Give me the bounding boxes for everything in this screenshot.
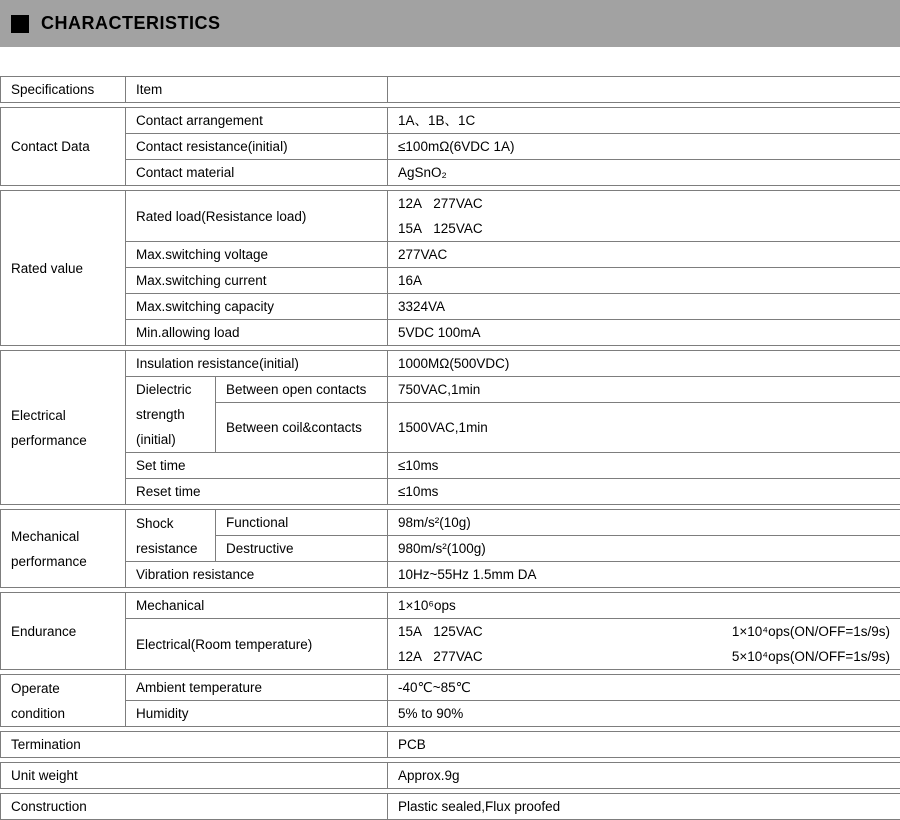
value-endurance-mechanical: 1×10⁶ops <box>388 593 900 619</box>
value-shock-functional: 98m/s²(10g) <box>388 510 900 536</box>
table-header-row <box>1 77 900 103</box>
value-contact-arrangement: 1A、1B、1C <box>388 108 900 134</box>
item-insulation-resistance: Insulation resistance(initial) <box>126 351 388 377</box>
table-row <box>1 619 900 670</box>
spec-label-electrical-performance: Electrical performance <box>1 351 126 505</box>
value-shock-destructive: 980m/s²(100g) <box>388 536 900 562</box>
table-row <box>1 160 900 186</box>
item-max-switching-voltage: Max.switching voltage <box>126 242 388 268</box>
spec-label-rated-value: Rated value <box>1 191 126 346</box>
value-between-open-contacts: 750VAC,1min <box>388 377 900 403</box>
item-shock-functional: Functional <box>216 510 388 536</box>
item-contact-material: Contact material <box>126 160 388 186</box>
value-insulation-resistance: 1000MΩ(500VDC) <box>388 351 900 377</box>
spec-label-construction: Construction <box>1 794 388 820</box>
characteristics-table <box>0 76 900 820</box>
value-ambient-temperature: -40℃~85℃ <box>388 675 900 701</box>
table-row <box>1 351 900 377</box>
table-row <box>1 794 900 820</box>
column-header-value <box>388 77 900 103</box>
value-vibration-resistance: 10Hz~55Hz 1.5mm DA <box>388 562 900 588</box>
table-row <box>1 134 900 160</box>
item-ambient-temperature: Ambient temperature <box>126 675 388 701</box>
endurance-load-1: 15A 125VAC <box>398 619 483 644</box>
value-max-switching-current: 16A <box>388 268 900 294</box>
item-dielectric-strength: Dielectric strength (initial) <box>126 377 216 453</box>
table-row <box>1 268 900 294</box>
item-min-allowing-load: Min.allowing load <box>126 320 388 346</box>
spec-label-termination: Termination <box>1 732 388 758</box>
table-row <box>1 191 900 242</box>
item-between-open-contacts: Between open contacts <box>216 377 388 403</box>
page-title: CHARACTERISTICS <box>41 13 221 34</box>
endurance-load-2: 12A 277VAC <box>398 644 483 669</box>
value-reset-time: ≤10ms <box>388 479 900 505</box>
table-row <box>1 562 900 588</box>
value-unit-weight: Approx.9g <box>388 763 900 789</box>
table-row <box>1 675 900 701</box>
table-row <box>1 377 900 403</box>
table-row <box>1 320 900 346</box>
value-between-coil-contacts: 1500VAC,1min <box>388 403 900 453</box>
item-set-time: Set time <box>126 453 388 479</box>
column-header-item: Item <box>126 77 388 103</box>
value-max-switching-capacity: 3324VA <box>388 294 900 320</box>
item-shock-destructive: Destructive <box>216 536 388 562</box>
item-humidity: Humidity <box>126 701 388 727</box>
value-rated-load <box>388 191 900 242</box>
value-construction: Plastic sealed,Flux proofed <box>388 794 900 820</box>
item-reset-time: Reset time <box>126 479 388 505</box>
item-max-switching-current: Max.switching current <box>126 268 388 294</box>
spec-label-unit-weight: Unit weight <box>1 763 388 789</box>
endurance-ops-2: 5×10⁴ops(ON/OFF=1s/9s) <box>732 644 890 669</box>
table-row <box>1 453 900 479</box>
value-rated-load-line2: 15A 125VAC <box>398 216 890 241</box>
value-contact-material: AgSnO₂ <box>388 160 900 186</box>
endurance-electrical-line1 <box>398 619 890 644</box>
value-humidity: 5% to 90% <box>388 701 900 727</box>
item-vibration-resistance: Vibration resistance <box>126 562 388 588</box>
table-row <box>1 242 900 268</box>
endurance-ops-1: 1×10⁴ops(ON/OFF=1s/9s) <box>732 619 890 644</box>
spec-label-mechanical-performance: Mechanical performance <box>1 510 126 588</box>
table-row <box>1 479 900 505</box>
value-set-time: ≤10ms <box>388 453 900 479</box>
item-endurance-mechanical: Mechanical <box>126 593 388 619</box>
value-termination: PCB <box>388 732 900 758</box>
title-bar <box>0 0 900 47</box>
table-row <box>1 701 900 727</box>
item-max-switching-capacity: Max.switching capacity <box>126 294 388 320</box>
value-endurance-electrical <box>388 619 900 670</box>
item-rated-load: Rated load(Resistance load) <box>126 191 388 242</box>
value-min-allowing-load: 5VDC 100mA <box>388 320 900 346</box>
value-contact-resistance: ≤100mΩ(6VDC 1A) <box>388 134 900 160</box>
item-endurance-electrical: Electrical(Room temperature) <box>126 619 388 670</box>
table-row <box>1 593 900 619</box>
value-max-switching-voltage: 277VAC <box>388 242 900 268</box>
spec-label-operate-condition: Operate condition <box>1 675 126 727</box>
table-row <box>1 294 900 320</box>
endurance-electrical-line2 <box>398 644 890 669</box>
spec-label-endurance: Endurance <box>1 593 126 670</box>
item-contact-arrangement: Contact arrangement <box>126 108 388 134</box>
column-header-specifications: Specifications <box>1 77 126 103</box>
value-rated-load-line1: 12A 277VAC <box>398 191 890 216</box>
black-square-icon <box>11 15 29 33</box>
item-shock-resistance: Shock resistance <box>126 510 216 562</box>
table-row <box>1 732 900 758</box>
item-between-coil-contacts: Between coil&contacts <box>216 403 388 453</box>
spec-label-contact-data: Contact Data <box>1 108 126 186</box>
table-row <box>1 108 900 134</box>
item-contact-resistance: Contact resistance(initial) <box>126 134 388 160</box>
table-row <box>1 510 900 536</box>
